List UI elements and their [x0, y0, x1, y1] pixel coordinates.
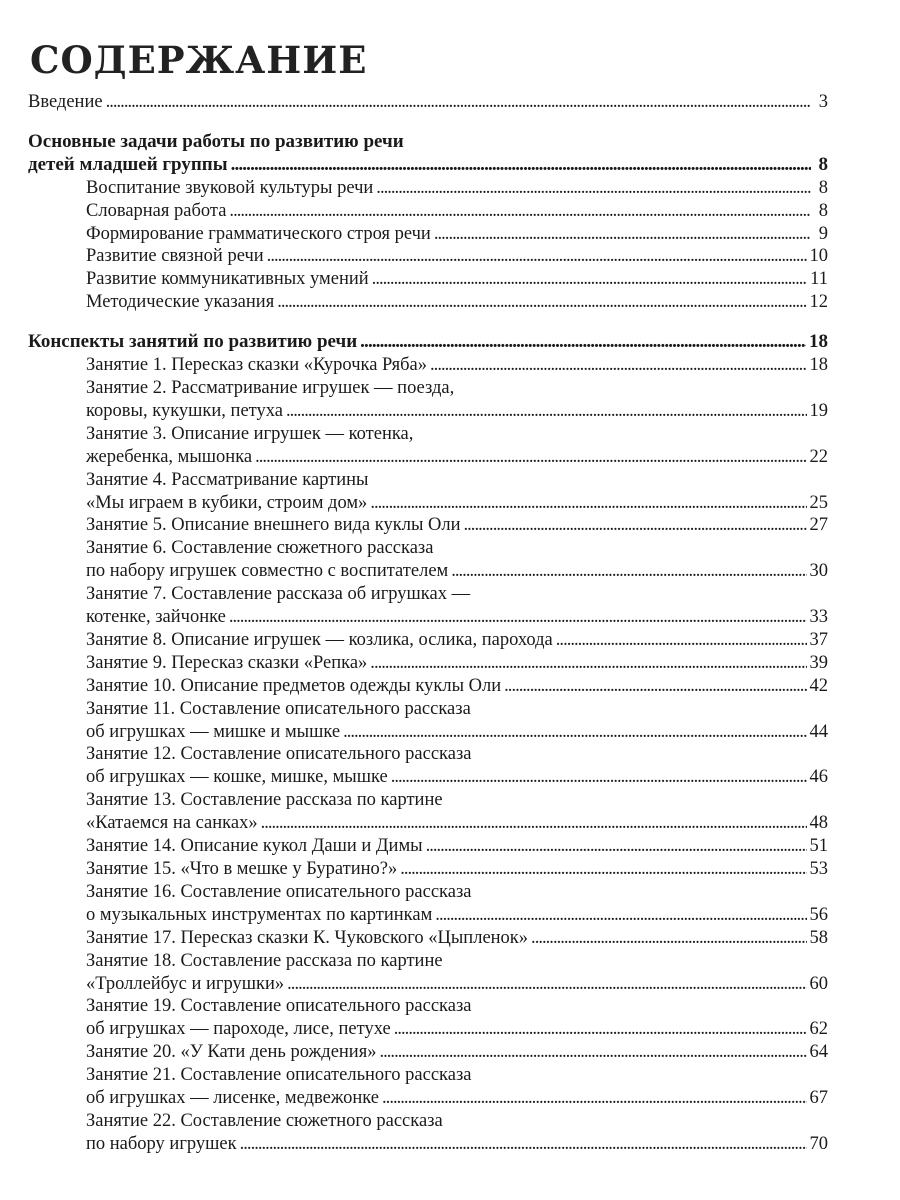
dot-leader: [376, 177, 811, 200]
dot-leader: [434, 223, 811, 246]
toc-entry-page-number: 70: [809, 1133, 828, 1154]
section-spacer: [28, 114, 828, 131]
toc-entry-title: Занятие 10. Описание предметов одежды куклы Оли: [86, 675, 502, 696]
toc-entry-page-number: 58: [809, 927, 828, 948]
toc-entry-title: Введение: [28, 92, 103, 112]
dot-leader: [464, 514, 807, 537]
toc-entry[interactable]: [28, 675, 828, 698]
dot-leader: [360, 331, 806, 354]
toc-entry-page-number: 11: [810, 269, 828, 290]
dot-leader: [240, 1133, 807, 1156]
dot-leader: [370, 492, 806, 515]
toc-entry[interactable]: [28, 927, 828, 950]
toc-entry[interactable]: [28, 1087, 828, 1110]
toc-entry-page-number: 62: [809, 1019, 828, 1040]
toc-entry-title: Методические указания: [86, 292, 275, 313]
toc-entry-title: «Троллейбус и игрушки»: [86, 973, 285, 994]
dot-leader: [379, 1041, 806, 1064]
toc-entry[interactable]: [28, 446, 828, 469]
toc-entry-page-number: 25: [809, 492, 828, 513]
dot-leader: [382, 1087, 806, 1110]
toc-entry-title: Занятие 15. «Что в мешке у Буратино?»: [86, 859, 398, 879]
toc-entry-title: об игрушках — мишке и мышке: [86, 721, 341, 742]
toc-entry[interactable]: [28, 514, 828, 537]
toc-entry[interactable]: [28, 1133, 828, 1156]
dot-leader: [531, 927, 806, 950]
toc-entry-page-number: 60: [809, 973, 828, 994]
dot-leader: [391, 766, 807, 789]
dot-leader: [504, 675, 806, 698]
toc-entry-first-line: Занятие 19. Составление описательного рассказа: [86, 996, 472, 1017]
dot-leader: [106, 91, 811, 114]
toc-entry-title: детей младшей группы: [28, 153, 228, 175]
dot-leader: [451, 560, 806, 583]
toc-entry[interactable]: [28, 973, 828, 996]
toc-entry-page-number: 8: [818, 153, 828, 175]
toc-entry-first-line: Занятие 21. Составление описательного рассказа: [86, 1065, 472, 1086]
toc-entry-title: по набору игрушек совместно с воспитателем: [86, 561, 449, 582]
toc-entry[interactable]: [28, 200, 828, 223]
dot-leader: [400, 858, 806, 881]
toc-entry[interactable]: [28, 400, 828, 423]
toc-entry[interactable]: [28, 629, 828, 652]
toc-entry-page-number: 8: [818, 200, 828, 221]
toc-entry-title: по набору игрушек: [86, 1133, 237, 1154]
toc-entry-first-line: Занятие 16. Составление описательного рассказа: [86, 881, 472, 902]
toc-entry-first-line: Занятие 6. Составление сюжетного рассказа: [86, 538, 434, 559]
dot-leader: [277, 291, 806, 314]
toc-entry[interactable]: [28, 812, 828, 835]
toc-entry-title: Занятие 9. Пересказ сказки «Репка»: [86, 652, 368, 673]
dot-leader: [556, 629, 807, 652]
dot-leader: [343, 721, 806, 744]
toc-entry-title: Занятие 17. Пересказ сказки К. Чуковского «Цыпленок»: [86, 927, 529, 948]
toc-entry-first-line: Занятие 7. Составление рассказа об игрушках —: [86, 584, 471, 605]
toc-entry-page-number: 19: [809, 400, 828, 421]
toc-entry-title: Занятие 20. «У Кати день рождения»: [86, 1042, 377, 1063]
toc-entry-first-line: Занятие 12. Составление описательного рассказа: [86, 744, 472, 765]
dot-leader: [286, 400, 807, 423]
toc-entry[interactable]: [28, 1041, 828, 1064]
toc-entry-page-number: 48: [809, 813, 828, 834]
dot-leader: [229, 200, 811, 223]
page-title: СОДЕРЖАНИЕ: [30, 38, 368, 82]
toc-entry-first-line: Занятие 3. Описание игрушек — котенка,: [86, 423, 414, 444]
toc-entry-page-number: 30: [809, 561, 828, 582]
toc-entry[interactable]: [28, 766, 828, 789]
section-spacer: [28, 314, 828, 331]
toc-entry[interactable]: [28, 245, 828, 268]
toc-entry-first-line: Занятие 11. Составление описательного рассказа: [86, 698, 471, 719]
toc-entry-page-number: 12: [809, 292, 828, 313]
toc-entry[interactable]: [28, 291, 828, 314]
toc-entry-page-number: 27: [809, 515, 828, 536]
toc-entry-title: «Катаемся на санках»: [86, 813, 258, 834]
dot-leader: [229, 606, 807, 629]
toc-entry-first-line: Основные задачи работы по развитию речи: [28, 130, 404, 152]
toc-entry[interactable]: [28, 331, 828, 354]
toc-entry-page-number: 46: [809, 767, 828, 788]
toc-entry[interactable]: [28, 858, 828, 881]
toc-entry-title: Словарная работа: [86, 200, 227, 221]
toc-entry-title: Конспекты занятий по развитию речи: [28, 331, 358, 353]
dot-leader: [426, 835, 807, 858]
dot-leader: [435, 904, 806, 927]
toc-entry-page-number: 67: [809, 1088, 828, 1109]
dot-leader: [370, 652, 806, 675]
toc-entry-title: Занятие 5. Описание внешнего вида куклы Оли: [86, 515, 461, 536]
toc-entry[interactable]: [28, 560, 828, 583]
dot-leader: [267, 245, 807, 268]
toc-entry-page-number: 39: [809, 652, 828, 673]
table-of-contents: [28, 91, 828, 1156]
toc-entry-title: об игрушках — кошке, мишке, мышке: [86, 767, 388, 788]
toc-entry-title: коровы, кукушки, петуха: [86, 400, 283, 421]
dot-leader: [261, 812, 807, 835]
toc-entry[interactable]: [28, 606, 828, 629]
toc-entry-page-number: 44: [809, 721, 828, 742]
toc-entry-page-number: 8: [818, 177, 828, 198]
toc-entry-page-number: 53: [809, 859, 828, 879]
toc-entry-title: котенке, зайчонке: [86, 607, 226, 628]
toc-entry-title: жеребенка, мышонка: [86, 446, 253, 467]
dot-leader: [287, 973, 806, 996]
toc-entry-page-number: 9: [818, 223, 828, 244]
toc-entry[interactable]: [28, 904, 828, 927]
dot-leader: [394, 1018, 807, 1041]
toc-entry-first-line: Занятие 22. Составление сюжетного рассказа: [86, 1110, 443, 1131]
toc-entry-page-number: 56: [809, 904, 828, 925]
toc-entry-page-number: 64: [809, 1042, 828, 1063]
dot-leader: [372, 268, 808, 291]
toc-entry[interactable]: [28, 835, 828, 858]
toc-entry-first-line: Занятие 2. Рассматривание игрушек — поезда,: [86, 377, 455, 398]
toc-entry-title: о музыкальных инструментах по картинкам: [86, 904, 433, 925]
toc-entry-title: Воспитание звуковой культуры речи: [86, 177, 374, 198]
toc-entry-title: об игрушках — пароходе, лисе, петухе: [86, 1019, 391, 1040]
toc-entry[interactable]: [28, 268, 828, 291]
toc-entry-first-line: Занятие 13. Составление рассказа по картине: [86, 790, 443, 811]
toc-entry-title: «Мы играем в кубики, строим дом»: [86, 492, 368, 513]
toc-entry-first-line: Занятие 4. Рассматривание картины: [86, 469, 369, 490]
dot-leader: [255, 446, 806, 469]
toc-entry-title: Формирование грамматического строя речи: [86, 223, 431, 244]
toc-entry[interactable]: [28, 177, 828, 200]
toc-entry-title: Развитие связной речи: [86, 246, 264, 267]
toc-entry-title: Занятие 14. Описание кукол Даши и Димы: [86, 836, 423, 857]
toc-entry[interactable]: [28, 1018, 828, 1041]
toc-entry[interactable]: [28, 223, 828, 246]
toc-entry[interactable]: [28, 91, 828, 114]
toc-entry-title: Развитие коммуникативных умений: [86, 269, 369, 290]
toc-entry[interactable]: [28, 154, 828, 177]
toc-entry[interactable]: [28, 354, 828, 377]
dot-leader: [231, 154, 811, 177]
dot-leader: [430, 354, 806, 377]
toc-entry-page-number: 42: [809, 675, 828, 696]
toc-entry-page-number: 3: [818, 92, 828, 112]
toc-entry-title: об игрушках — лисенке, медвежонке: [86, 1088, 380, 1109]
toc-entry-page-number: 18: [809, 355, 828, 376]
toc-entry-title: Занятие 1. Пересказ сказки «Курочка Ряба»: [86, 355, 428, 376]
toc-entry-first-line: Занятие 18. Составление рассказа по картине: [86, 950, 443, 971]
toc-entry-page-number: 33: [809, 607, 828, 628]
toc-entry[interactable]: [28, 652, 828, 675]
toc-entry-page-number: 37: [809, 629, 828, 650]
toc-entry[interactable]: [28, 721, 828, 744]
toc-entry-page-number: 22: [809, 446, 828, 467]
toc-entry-title: Занятие 8. Описание игрушек — козлика, ослика, парохода: [86, 629, 553, 650]
toc-entry[interactable]: [28, 492, 828, 515]
toc-entry-page-number: 51: [809, 836, 828, 857]
toc-entry-page-number: 18: [809, 331, 828, 353]
toc-entry-page-number: 10: [809, 246, 828, 267]
